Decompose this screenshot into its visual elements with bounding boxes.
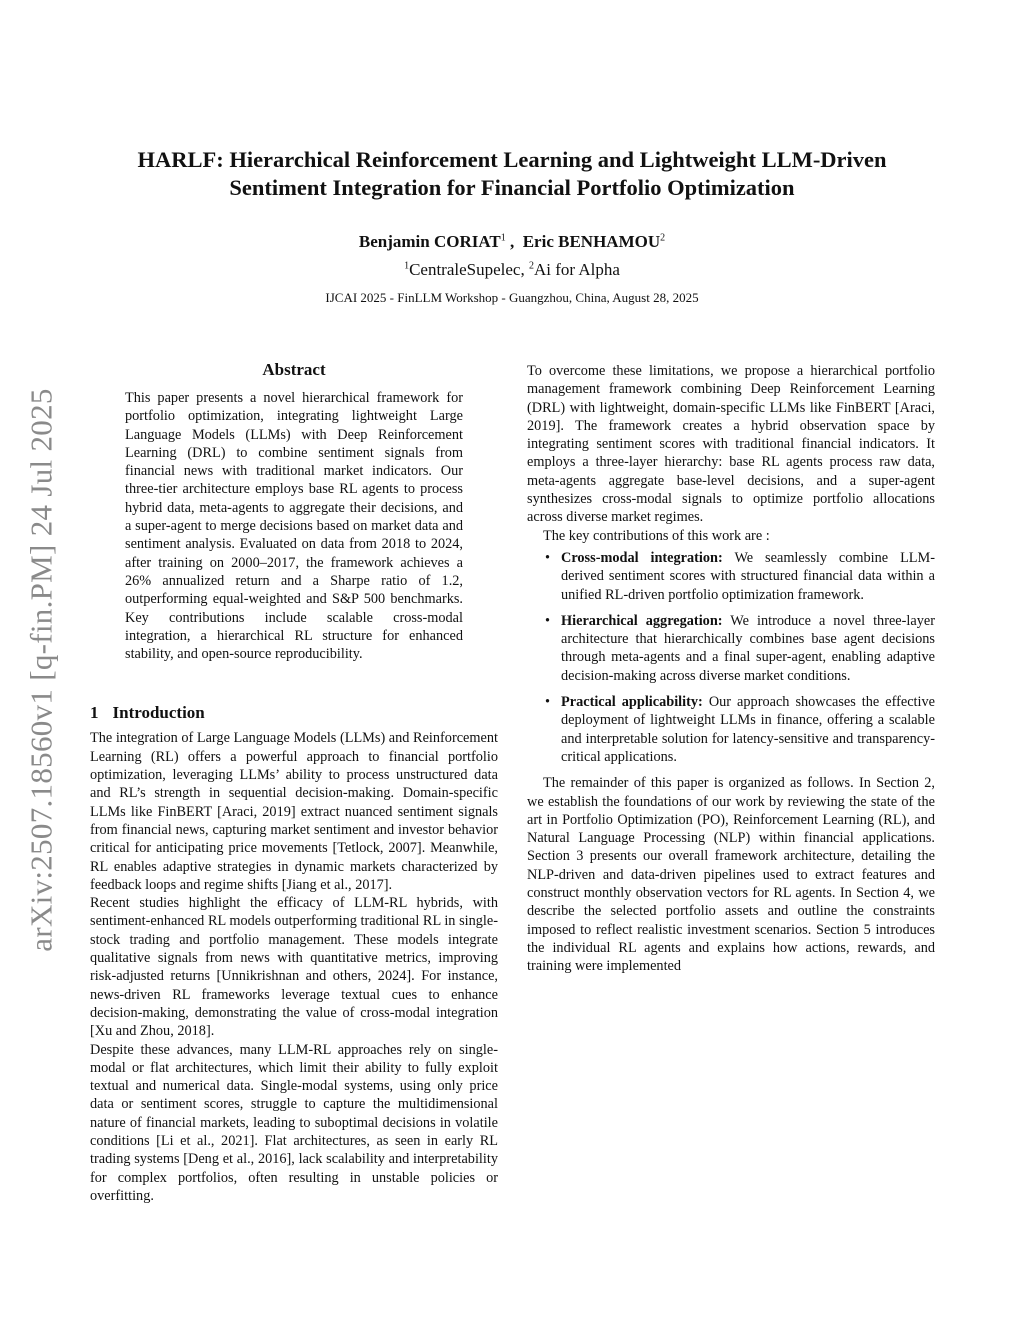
author-separator: , — [505, 232, 523, 251]
author-2: Eric BENHAMOU — [522, 232, 661, 251]
contribution-text: We introduce a novel three-layer architecture that hierarchically combines base agent decisions through meta-agents and a final super-agent, enabling adaptive decision-making across diverse market conditions. — [561, 612, 935, 684]
contributions-list — [527, 549, 935, 766]
intro-paragraph-2: Recent studies highlight the efficacy of LLM-RL hybrids, with sentiment-enhanced RL models outperforming traditional RL in single-stock trading and portfolio management. These models integrate qualitative signals from news with quantitative metrics, improving risk-adjusted returns [Unnikrishnan and others, 2024]. For instance, news-driven RL frameworks leverage textual cues to enhance decision-making, demonstrating the value of cross-modal integration [Xu and Zhou, 2018]. — [90, 895, 498, 1040]
intro-paragraph-3: Despite these advances, many LLM-RL approaches rely on single-modal or flat architectures, which limit their ability to fully exploit textual and numerical data. Single-modal systems, using only price data or sentiment scores, struggle to capture the multidimensional nature of financial markets, leading to suboptimal decisions in volatile conditions [Li et al., 2021]. Flat architectures, as seen in early RL trading systems [Deng et al., 2016], lack scalability and interpretability for complex portfolios, often resulting in unstable policies or overfitting. — [90, 1041, 498, 1204]
affil-2: Ai for Alpha — [533, 260, 620, 279]
contributions-lead: The key contributions of this work are : — [543, 527, 770, 544]
affil-2-sup: 2 — [528, 260, 534, 272]
venue: IJCAI 2025 - FinLLM Workshop - Guangzhou, China, August 28, 2025 — [325, 290, 699, 305]
list-item: • Cross-modal integration: We seamlessly combine LLM-derived sentiment scores with structured financial data within a unified RL-driven portfolio optimization framework. — [545, 549, 936, 603]
affil-1-sup: 1 — [404, 260, 410, 272]
section-heading-introduction — [90, 703, 498, 723]
affiliations — [100, 260, 924, 280]
section-title: Introduction — [112, 703, 205, 723]
list-item: • Hierarchical aggregation: We introduce a novel three-layer architecture that hierarchically combines base agent decisions through meta-agents and a final super-agent, enabling adaptive decision-making across diverse market conditions. — [545, 612, 935, 684]
left-column — [90, 360, 498, 1205]
right-column — [527, 362, 935, 976]
arxiv-id: arXiv:2507.18560v1 [q-fin.PM] 24 Jul 2025 — [24, 388, 60, 952]
intro-paragraph-1: The integration of Large Language Models (LLMs) and Reinforcement Learning (RL) offers a powerful approach to financial portfolio optimization, leveraging LLMs’ ability to process unstructured data and RL’s strength in sequential decision-making. Domain-specific LLMs like FinBERT [Araci, 2019] extract nuanced sentiment signals from financial news, capturing market sentiment and investor behavior critical for anticipating price movements [Tetlock, 2007]. Meanwhile, RL enables adaptive strategies in dynamic markets characterized by feedback loops and regime shifts [Jiang et al., 2017]. — [90, 730, 498, 893]
contribution-text: We seamlessly combine LLM-derived sentiment scores with structured financial data within a unified RL-driven portfolio optimization framework. — [561, 549, 936, 603]
contribution-title: Hierarchical aggregation: — [561, 612, 723, 629]
section-number: 1 — [90, 703, 99, 723]
paper-title — [100, 146, 924, 202]
intro-paragraph-4: To overcome these limitations, we propose a hierarchical portfolio management framework combining Deep Reinforcement Learning (DRL) with lightweight, domain-specific LLMs like FinBERT [Araci, 2019]. The framework creates a hybrid observation space by integrating sentiment scores with traditional financial indicators. It employs a three-layer hierarchy: base RL agents process raw data, meta-agents aggregate base-level decisions, and a super-agent synthesizes cross-modal signals to optimize portfolio allocations across diverse market regimes. — [527, 363, 935, 526]
contribution-text: Our approach showcases the effective deployment of lightweight LLMs in finance, offering a scalable and interpretable solution for latency-sensitive and transparency-critical applications. — [561, 694, 935, 765]
list-item: • Practical applicability: Our approach showcases the effective deployment of lightweight LLMs in finance, offering a scalable and interpretable solution for latency-sensitive and transparency-critical applications. — [545, 694, 935, 765]
title-line-1: HARLF: Hierarchical Reinforcement Learning and Lightweight LLM-Driven — [137, 147, 887, 172]
affil-1: CentraleSupelec, — [409, 260, 529, 279]
intro-paragraph-5: The remainder of this paper is organized as follows. In Section 2, we establish the foundations of our work by reviewing the state of the art in Portfolio Optimization (PO), Reinforcement Learning (RL), and Natural Language Processing (NLP) within financial applications. Section 3 presents our overall framework architecture, detailing the NLP-driven and data-driven pipelines used to extract features and construct monthly observation vectors for RL agents. In Section 4, we describe the selected portfolio assets and outline the constraints imposed to reflect realistic investment scenarios. Section 5 introduces the individual RL agents and explains how actions, rewards, and training were implemented — [527, 775, 935, 975]
abstract-text: This paper presents a novel hierarchical framework for portfolio optimization, integrating lightweight Large Language Models (LLMs) with Deep Reinforcement Learning (DRL) to combine sentiment signals from financial news with traditional market indicators. Our three-tier architecture employs base RL agents to process hybrid data, meta-agents to aggregate their decisions, and a super-agent to merge decisions based on market data and sentiment analysis. Evaluated on data from 2018 to 2024, after training on 2000–2017, the framework achieves a 26% annualized return and a Sharpe ratio of 1.2, outperforming equal-weighted and S&P 500 benchmarks. Key contributions include scalable cross-modal integration, a hierarchical RL structure for enhanced stability, and open-source reproducibility. — [125, 390, 463, 663]
author-2-sup: 2 — [660, 232, 666, 244]
contribution-title: Practical applicability: — [561, 694, 703, 711]
abstract-heading: Abstract — [262, 360, 326, 379]
author-1: Benjamin CORIAT — [358, 232, 501, 251]
abstract — [125, 389, 463, 663]
title-line-2: Sentiment Integration for Financial Portfolio Optimization — [229, 175, 795, 200]
author-1-sup: 1 — [500, 232, 506, 244]
contribution-title: Cross-modal integration: — [561, 549, 723, 566]
arxiv-sidebar — [22, 360, 62, 980]
authors — [100, 232, 924, 252]
